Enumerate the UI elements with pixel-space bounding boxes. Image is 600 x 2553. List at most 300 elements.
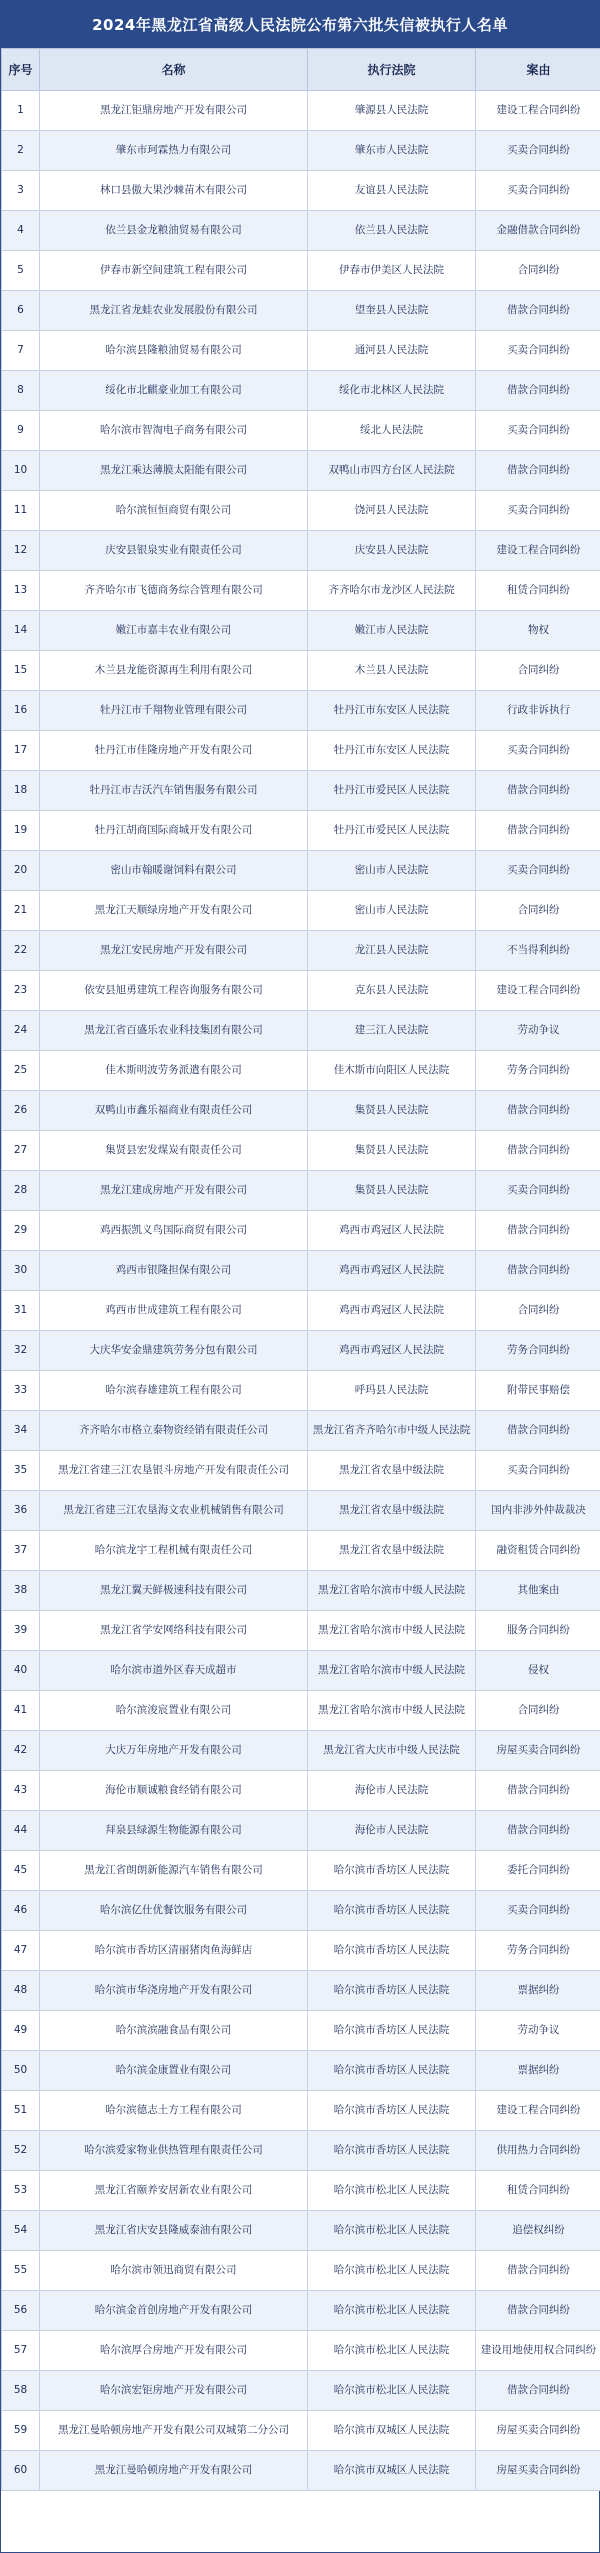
cell-cause: 房屋买卖合同纠纷 bbox=[476, 2411, 600, 2451]
cell-court: 牡丹江市爱民区人民法院 bbox=[308, 811, 476, 851]
cell-no: 42 bbox=[2, 1731, 40, 1771]
cell-no: 58 bbox=[2, 2371, 40, 2411]
table-row bbox=[2, 211, 600, 251]
cell-cause: 建设工程合同纠纷 bbox=[476, 91, 600, 131]
cell-name: 哈尔滨滨融食品有限公司 bbox=[40, 2011, 308, 2051]
cell-cause: 买卖合同纠纷 bbox=[476, 731, 600, 771]
cell-court: 伊春市伊美区人民法院 bbox=[308, 251, 476, 291]
cell-name: 绥化市北麒豪业加工有限公司 bbox=[40, 371, 308, 411]
table-row bbox=[2, 1211, 600, 1251]
cell-name: 依兰县金龙粮油贸易有限公司 bbox=[40, 211, 308, 251]
table-row bbox=[2, 491, 600, 531]
cell-cause: 合同纠纷 bbox=[476, 651, 600, 691]
cell-court: 黑龙江省哈尔滨市中级人民法院 bbox=[308, 1611, 476, 1651]
table-row bbox=[2, 1771, 600, 1811]
cell-name: 哈尔滨市智淘电子商务有限公司 bbox=[40, 411, 308, 451]
table-body bbox=[2, 91, 600, 2491]
table-row bbox=[2, 1331, 600, 1371]
cell-court: 友谊县人民法院 bbox=[308, 171, 476, 211]
table-row bbox=[2, 2011, 600, 2051]
cell-court: 龙江县人民法院 bbox=[308, 931, 476, 971]
table-row bbox=[2, 2171, 600, 2211]
cell-cause: 劳务合同纠纷 bbox=[476, 1051, 600, 1091]
cell-court: 鸡西市鸡冠区人民法院 bbox=[308, 1251, 476, 1291]
table-row bbox=[2, 891, 600, 931]
cell-court: 哈尔滨市香坊区人民法院 bbox=[308, 2011, 476, 2051]
cell-name: 哈尔滨市华浇房地产开发有限公司 bbox=[40, 1971, 308, 2011]
table-row bbox=[2, 811, 600, 851]
cell-name: 哈尔滨德志土方工程有限公司 bbox=[40, 2091, 308, 2131]
cell-name: 哈尔滨市道外区春天成超市 bbox=[40, 1651, 308, 1691]
cell-no: 48 bbox=[2, 1971, 40, 2011]
cell-name: 哈尔滨金康置业有限公司 bbox=[40, 2051, 308, 2091]
table-row bbox=[2, 2331, 600, 2371]
cell-no: 18 bbox=[2, 771, 40, 811]
cell-no: 16 bbox=[2, 691, 40, 731]
cell-name: 哈尔滨厚合房地产开发有限公司 bbox=[40, 2331, 308, 2371]
cell-name: 嫩江市嘉丰农业有限公司 bbox=[40, 611, 308, 651]
cell-cause: 合同纠纷 bbox=[476, 1291, 600, 1331]
cell-name: 拜泉县绿源生物能源有限公司 bbox=[40, 1811, 308, 1851]
cell-name: 黑龙江省朗朗新能源汽车销售有限公司 bbox=[40, 1851, 308, 1891]
cell-cause: 建设工程合同纠纷 bbox=[476, 531, 600, 571]
cell-no: 30 bbox=[2, 1251, 40, 1291]
cell-court: 哈尔滨市香坊区人民法院 bbox=[308, 1851, 476, 1891]
table-row bbox=[2, 371, 600, 411]
cell-cause: 借款合同纠纷 bbox=[476, 1771, 600, 1811]
cell-court: 哈尔滨市双城区人民法院 bbox=[308, 2451, 476, 2491]
cell-cause: 借款合同纠纷 bbox=[476, 1091, 600, 1131]
cell-no: 12 bbox=[2, 531, 40, 571]
cell-cause: 国内非涉外仲裁裁决 bbox=[476, 1491, 600, 1531]
cell-name: 黑龙江翼天鲜极速科技有限公司 bbox=[40, 1571, 308, 1611]
cell-court: 肇东市人民法院 bbox=[308, 131, 476, 171]
cell-name: 黑龙江乘达薄膜太阳能有限公司 bbox=[40, 451, 308, 491]
table-row bbox=[2, 1531, 600, 1571]
header-cause: 案由 bbox=[476, 49, 600, 91]
cell-court: 哈尔滨市香坊区人民法院 bbox=[308, 2051, 476, 2091]
cell-no: 22 bbox=[2, 931, 40, 971]
cell-no: 25 bbox=[2, 1051, 40, 1091]
cell-court: 佳木斯市向阳区人民法院 bbox=[308, 1051, 476, 1091]
table-row bbox=[2, 2131, 600, 2171]
cell-name: 哈尔滨市领迅商贸有限公司 bbox=[40, 2251, 308, 2291]
cell-name: 齐齐哈尔市飞德商务综合管理有限公司 bbox=[40, 571, 308, 611]
cell-cause: 物权 bbox=[476, 611, 600, 651]
table-row bbox=[2, 931, 600, 971]
cell-court: 牡丹江市爱民区人民法院 bbox=[308, 771, 476, 811]
cell-no: 1 bbox=[2, 91, 40, 131]
table-row bbox=[2, 2091, 600, 2131]
cell-no: 2 bbox=[2, 131, 40, 171]
cell-no: 51 bbox=[2, 2091, 40, 2131]
table-row bbox=[2, 1371, 600, 1411]
cell-cause: 其他案由 bbox=[476, 1571, 600, 1611]
cell-cause: 买卖合同纠纷 bbox=[476, 851, 600, 891]
cell-no: 26 bbox=[2, 1091, 40, 1131]
cell-name: 黑龙江省龙蛙农业发展股份有限公司 bbox=[40, 291, 308, 331]
page-title: 2024年黑龙江省高级人民法院公布第六批失信被执行人名单 bbox=[1, 1, 599, 48]
cell-cause: 劳动争议 bbox=[476, 1011, 600, 1051]
cell-cause: 附带民事赔偿 bbox=[476, 1371, 600, 1411]
cell-court: 哈尔滨市香坊区人民法院 bbox=[308, 2131, 476, 2171]
cell-cause: 劳动争议 bbox=[476, 2011, 600, 2051]
table-row bbox=[2, 731, 600, 771]
cell-no: 14 bbox=[2, 611, 40, 651]
table-row bbox=[2, 2371, 600, 2411]
cell-cause: 买卖合同纠纷 bbox=[476, 331, 600, 371]
cell-court: 鸡西市鸡冠区人民法院 bbox=[308, 1331, 476, 1371]
table-row bbox=[2, 291, 600, 331]
table-row bbox=[2, 1811, 600, 1851]
cell-cause: 房屋买卖合同纠纷 bbox=[476, 1731, 600, 1771]
cell-cause: 买卖合同纠纷 bbox=[476, 1891, 600, 1931]
table-row bbox=[2, 691, 600, 731]
cell-court: 集贤县人民法院 bbox=[308, 1131, 476, 1171]
cell-court: 密山市人民法院 bbox=[308, 891, 476, 931]
cell-no: 13 bbox=[2, 571, 40, 611]
cell-court: 克东县人民法院 bbox=[308, 971, 476, 1011]
table-row bbox=[2, 1011, 600, 1051]
cell-court: 哈尔滨市松北区人民法院 bbox=[308, 2171, 476, 2211]
table-row bbox=[2, 1251, 600, 1291]
header-court: 执行法院 bbox=[308, 49, 476, 91]
cell-court: 海伦市人民法院 bbox=[308, 1811, 476, 1851]
table-row bbox=[2, 91, 600, 131]
cell-no: 21 bbox=[2, 891, 40, 931]
cell-no: 33 bbox=[2, 1371, 40, 1411]
cell-court: 黑龙江省哈尔滨市中级人民法院 bbox=[308, 1571, 476, 1611]
cell-name: 佳木斯明波劳务派遣有限公司 bbox=[40, 1051, 308, 1091]
cell-name: 大庆万年房地产开发有限公司 bbox=[40, 1731, 308, 1771]
cell-court: 哈尔滨市香坊区人民法院 bbox=[308, 1891, 476, 1931]
cell-cause: 融资租赁合同纠纷 bbox=[476, 1531, 600, 1571]
cell-court: 牡丹江市东安区人民法院 bbox=[308, 731, 476, 771]
cell-cause: 借款合同纠纷 bbox=[476, 371, 600, 411]
cell-no: 23 bbox=[2, 971, 40, 1011]
table-row bbox=[2, 451, 600, 491]
table-row bbox=[2, 2051, 600, 2091]
cell-name: 齐齐哈尔市格立泰物资经销有限责任公司 bbox=[40, 1411, 308, 1451]
cell-cause: 合同纠纷 bbox=[476, 1691, 600, 1731]
cell-name: 黑龙江钜鼎房地产开发有限公司 bbox=[40, 91, 308, 131]
cell-cause: 租赁合同纠纷 bbox=[476, 2171, 600, 2211]
table-row bbox=[2, 251, 600, 291]
dishonest-executee-table bbox=[1, 48, 600, 2491]
cell-name: 哈尔滨爱家物业供热管理有限责任公司 bbox=[40, 2131, 308, 2171]
cell-name: 黑龙江曼哈顿房地产开发有限公司双城第二分公司 bbox=[40, 2411, 308, 2451]
cell-no: 43 bbox=[2, 1771, 40, 1811]
table-row bbox=[2, 1651, 600, 1691]
cell-cause: 买卖合同纠纷 bbox=[476, 1451, 600, 1491]
header-no: 序号 bbox=[2, 49, 40, 91]
cell-no: 11 bbox=[2, 491, 40, 531]
cell-name: 黑龙江省颐养安居新农业有限公司 bbox=[40, 2171, 308, 2211]
cell-cause: 建设工程合同纠纷 bbox=[476, 971, 600, 1011]
cell-name: 哈尔滨市香坊区清丽猪肉鱼海鲜店 bbox=[40, 1931, 308, 1971]
cell-cause: 票据纠纷 bbox=[476, 1971, 600, 2011]
cell-name: 木兰县龙能资源再生利用有限公司 bbox=[40, 651, 308, 691]
cell-court: 嫩江市人民法院 bbox=[308, 611, 476, 651]
cell-no: 37 bbox=[2, 1531, 40, 1571]
cell-name: 伊春市新空间建筑工程有限公司 bbox=[40, 251, 308, 291]
cell-cause: 借款合同纠纷 bbox=[476, 1251, 600, 1291]
cell-no: 52 bbox=[2, 2131, 40, 2171]
cell-name: 哈尔滨宏钜房地产开发有限公司 bbox=[40, 2371, 308, 2411]
cell-name: 海伦市顺诚粮食经销有限公司 bbox=[40, 1771, 308, 1811]
table-row bbox=[2, 2251, 600, 2291]
table-row bbox=[2, 131, 600, 171]
cell-cause: 不当得利纠纷 bbox=[476, 931, 600, 971]
cell-court: 黑龙江省哈尔滨市中级人民法院 bbox=[308, 1651, 476, 1691]
cell-cause: 借款合同纠纷 bbox=[476, 2291, 600, 2331]
cell-no: 4 bbox=[2, 211, 40, 251]
cell-cause: 借款合同纠纷 bbox=[476, 451, 600, 491]
cell-name: 黑龙江省学安网络科技有限公司 bbox=[40, 1611, 308, 1651]
cell-no: 35 bbox=[2, 1451, 40, 1491]
table-row bbox=[2, 1131, 600, 1171]
cell-court: 通河县人民法院 bbox=[308, 331, 476, 371]
cell-no: 34 bbox=[2, 1411, 40, 1451]
cell-cause: 借款合同纠纷 bbox=[476, 1211, 600, 1251]
cell-no: 19 bbox=[2, 811, 40, 851]
cell-cause: 供用热力合同纠纷 bbox=[476, 2131, 600, 2171]
cell-cause: 借款合同纠纷 bbox=[476, 1411, 600, 1451]
cell-no: 5 bbox=[2, 251, 40, 291]
cell-cause: 借款合同纠纷 bbox=[476, 1131, 600, 1171]
table-row bbox=[2, 1051, 600, 1091]
table-row bbox=[2, 1291, 600, 1331]
cell-no: 50 bbox=[2, 2051, 40, 2091]
cell-name: 哈尔滨金首创房地产开发有限公司 bbox=[40, 2291, 308, 2331]
cell-court: 呼玛县人民法院 bbox=[308, 1371, 476, 1411]
cell-name: 肇东市珂霖热力有限公司 bbox=[40, 131, 308, 171]
cell-name: 鸡西市世成建筑工程有限公司 bbox=[40, 1291, 308, 1331]
cell-cause: 借款合同纠纷 bbox=[476, 1811, 600, 1851]
cell-name: 黑龙江省建三江农垦银斗房地产开发有限责任公司 bbox=[40, 1451, 308, 1491]
cell-court: 依兰县人民法院 bbox=[308, 211, 476, 251]
table-row bbox=[2, 331, 600, 371]
cell-name: 哈尔滨亿仕优餐饮服务有限公司 bbox=[40, 1891, 308, 1931]
cell-no: 39 bbox=[2, 1611, 40, 1651]
cell-cause: 金融借款合同纠纷 bbox=[476, 211, 600, 251]
cell-name: 黑龙江省庆安县隆威泰油有限公司 bbox=[40, 2211, 308, 2251]
cell-no: 57 bbox=[2, 2331, 40, 2371]
cell-name: 哈尔滨恒恒商贸有限公司 bbox=[40, 491, 308, 531]
cell-cause: 票据纠纷 bbox=[476, 2051, 600, 2091]
cell-name: 黑龙江省百盛乐农业科技集团有限公司 bbox=[40, 1011, 308, 1051]
table-row bbox=[2, 611, 600, 651]
cell-no: 9 bbox=[2, 411, 40, 451]
table-row bbox=[2, 1931, 600, 1971]
cell-no: 59 bbox=[2, 2411, 40, 2451]
table-row bbox=[2, 531, 600, 571]
cell-no: 46 bbox=[2, 1891, 40, 1931]
cell-no: 44 bbox=[2, 1811, 40, 1851]
cell-cause: 劳务合同纠纷 bbox=[476, 1931, 600, 1971]
cell-cause: 买卖合同纠纷 bbox=[476, 1171, 600, 1211]
cell-court: 肇源县人民法院 bbox=[308, 91, 476, 131]
cell-court: 鸡西市鸡冠区人民法院 bbox=[308, 1211, 476, 1251]
cell-cause: 行政非诉执行 bbox=[476, 691, 600, 731]
table-row bbox=[2, 1611, 600, 1651]
cell-name: 林口县傲大果沙棘苗木有限公司 bbox=[40, 171, 308, 211]
cell-court: 黑龙江省农垦中级法院 bbox=[308, 1451, 476, 1491]
cell-no: 7 bbox=[2, 331, 40, 371]
cell-court: 哈尔滨市双城区人民法院 bbox=[308, 2411, 476, 2451]
cell-no: 29 bbox=[2, 1211, 40, 1251]
cell-name: 牡丹江市佳隆房地产开发有限公司 bbox=[40, 731, 308, 771]
cell-court: 黑龙江省大庆市中级人民法院 bbox=[308, 1731, 476, 1771]
cell-no: 8 bbox=[2, 371, 40, 411]
cell-cause: 买卖合同纠纷 bbox=[476, 411, 600, 451]
table-row bbox=[2, 2211, 600, 2251]
cell-no: 15 bbox=[2, 651, 40, 691]
cell-court: 哈尔滨市松北区人民法院 bbox=[308, 2371, 476, 2411]
table-row bbox=[2, 1451, 600, 1491]
cell-no: 10 bbox=[2, 451, 40, 491]
cell-court: 黑龙江省农垦中级法院 bbox=[308, 1491, 476, 1531]
cell-court: 集贤县人民法院 bbox=[308, 1171, 476, 1211]
cell-cause: 侵权 bbox=[476, 1651, 600, 1691]
cell-court: 集贤县人民法院 bbox=[308, 1091, 476, 1131]
cell-cause: 买卖合同纠纷 bbox=[476, 131, 600, 171]
cell-court: 哈尔滨市香坊区人民法院 bbox=[308, 1971, 476, 2011]
table-row bbox=[2, 1171, 600, 1211]
cell-no: 47 bbox=[2, 1931, 40, 1971]
table-row bbox=[2, 1411, 600, 1451]
cell-court: 绥化市北林区人民法院 bbox=[308, 371, 476, 411]
table-header bbox=[2, 49, 600, 91]
cell-cause: 借款合同纠纷 bbox=[476, 2371, 600, 2411]
cell-cause: 劳务合同纠纷 bbox=[476, 1331, 600, 1371]
cell-cause: 服务合同纠纷 bbox=[476, 1611, 600, 1651]
table-row bbox=[2, 2411, 600, 2451]
cell-cause: 借款合同纠纷 bbox=[476, 771, 600, 811]
cell-no: 31 bbox=[2, 1291, 40, 1331]
cell-court: 哈尔滨市香坊区人民法院 bbox=[308, 2091, 476, 2131]
cell-court: 绥北人民法院 bbox=[308, 411, 476, 451]
cell-no: 27 bbox=[2, 1131, 40, 1171]
table-row bbox=[2, 2291, 600, 2331]
cell-cause: 租赁合同纠纷 bbox=[476, 571, 600, 611]
cell-no: 53 bbox=[2, 2171, 40, 2211]
cell-court: 哈尔滨市松北区人民法院 bbox=[308, 2211, 476, 2251]
cell-no: 55 bbox=[2, 2251, 40, 2291]
cell-court: 黑龙江省齐齐哈尔市中级人民法院 bbox=[308, 1411, 476, 1451]
cell-court: 饶河县人民法院 bbox=[308, 491, 476, 531]
cell-name: 牡丹江市吉沃汽车销售服务有限公司 bbox=[40, 771, 308, 811]
cell-name: 大庆华安金鼎建筑劳务分包有限公司 bbox=[40, 1331, 308, 1371]
cell-no: 54 bbox=[2, 2211, 40, 2251]
cell-cause: 借款合同纠纷 bbox=[476, 811, 600, 851]
cell-cause: 借款合同纠纷 bbox=[476, 2251, 600, 2291]
cell-name: 牡丹江市千翔物业管理有限公司 bbox=[40, 691, 308, 731]
cell-cause: 建设用地使用权合同纠纷 bbox=[476, 2331, 600, 2371]
cell-name: 哈尔滨龙宇工程机械有限责任公司 bbox=[40, 1531, 308, 1571]
cell-no: 24 bbox=[2, 1011, 40, 1051]
cell-name: 庆安县银泉实业有限责任公司 bbox=[40, 531, 308, 571]
table-row bbox=[2, 971, 600, 1011]
cell-court: 牡丹江市东安区人民法院 bbox=[308, 691, 476, 731]
cell-no: 40 bbox=[2, 1651, 40, 1691]
cell-name: 哈尔滨县隆粮油贸易有限公司 bbox=[40, 331, 308, 371]
cell-court: 哈尔滨市松北区人民法院 bbox=[308, 2331, 476, 2371]
cell-no: 49 bbox=[2, 2011, 40, 2051]
cell-cause: 房屋买卖合同纠纷 bbox=[476, 2451, 600, 2491]
cell-name: 黑龙江安民房地产开发有限公司 bbox=[40, 931, 308, 971]
cell-no: 20 bbox=[2, 851, 40, 891]
cell-no: 32 bbox=[2, 1331, 40, 1371]
cell-no: 28 bbox=[2, 1171, 40, 1211]
cell-no: 36 bbox=[2, 1491, 40, 1531]
cell-court: 黑龙江省哈尔滨市中级人民法院 bbox=[308, 1691, 476, 1731]
cell-court: 木兰县人民法院 bbox=[308, 651, 476, 691]
cell-name: 黑龙江曼哈顿房地产开发有限公司 bbox=[40, 2451, 308, 2491]
cell-court: 哈尔滨市松北区人民法院 bbox=[308, 2251, 476, 2291]
table-row bbox=[2, 1731, 600, 1771]
cell-court: 鸡西市鸡冠区人民法院 bbox=[308, 1291, 476, 1331]
cell-no: 6 bbox=[2, 291, 40, 331]
cell-court: 望奎县人民法院 bbox=[308, 291, 476, 331]
cell-no: 3 bbox=[2, 171, 40, 211]
header-name: 名称 bbox=[40, 49, 308, 91]
cell-name: 集贤县宏发煤炭有限责任公司 bbox=[40, 1131, 308, 1171]
cell-court: 黑龙江省农垦中级法院 bbox=[308, 1531, 476, 1571]
table-row bbox=[2, 851, 600, 891]
table-row bbox=[2, 411, 600, 451]
cell-name: 鸡西振凯义鸟国际商贸有限公司 bbox=[40, 1211, 308, 1251]
table-row bbox=[2, 1091, 600, 1131]
cell-court: 密山市人民法院 bbox=[308, 851, 476, 891]
cell-name: 依安县旭勇建筑工程咨询服务有限公司 bbox=[40, 971, 308, 1011]
table-row bbox=[2, 1971, 600, 2011]
table-row bbox=[2, 2451, 600, 2491]
cell-cause: 合同纠纷 bbox=[476, 891, 600, 931]
table-row bbox=[2, 1691, 600, 1731]
cell-name: 牡丹江胡商国际商城开发有限公司 bbox=[40, 811, 308, 851]
cell-court: 建三江人民法院 bbox=[308, 1011, 476, 1051]
cell-court: 齐齐哈尔市龙沙区人民法院 bbox=[308, 571, 476, 611]
cell-name: 黑龙江省建三江农垦海文农业机械销售有限公司 bbox=[40, 1491, 308, 1531]
cell-court: 哈尔滨市松北区人民法院 bbox=[308, 2291, 476, 2331]
cell-name: 哈尔滨浚宸置业有限公司 bbox=[40, 1691, 308, 1731]
cell-court: 海伦市人民法院 bbox=[308, 1771, 476, 1811]
cell-no: 17 bbox=[2, 731, 40, 771]
cell-name: 双鸭山市鑫乐福商业有限责任公司 bbox=[40, 1091, 308, 1131]
cell-cause: 委托合同纠纷 bbox=[476, 1851, 600, 1891]
table-row bbox=[2, 571, 600, 611]
table-row bbox=[2, 1571, 600, 1611]
cell-name: 密山市翰暖谢饲料有限公司 bbox=[40, 851, 308, 891]
cell-no: 60 bbox=[2, 2451, 40, 2491]
cell-no: 38 bbox=[2, 1571, 40, 1611]
table-row bbox=[2, 1851, 600, 1891]
cell-name: 哈尔滨春雄建筑工程有限公司 bbox=[40, 1371, 308, 1411]
cell-cause: 买卖合同纠纷 bbox=[476, 171, 600, 211]
table-row bbox=[2, 771, 600, 811]
cell-cause: 合同纠纷 bbox=[476, 251, 600, 291]
cell-court: 庆安县人民法院 bbox=[308, 531, 476, 571]
cell-cause: 买卖合同纠纷 bbox=[476, 491, 600, 531]
table-row bbox=[2, 171, 600, 211]
cell-cause: 借款合同纠纷 bbox=[476, 291, 600, 331]
cell-name: 黑龙江天顺绿房地产开发有限公司 bbox=[40, 891, 308, 931]
cell-court: 双鸭山市四方台区人民法院 bbox=[308, 451, 476, 491]
cell-cause: 追偿权纠纷 bbox=[476, 2211, 600, 2251]
cell-cause: 建设工程合同纠纷 bbox=[476, 2091, 600, 2131]
table-row bbox=[2, 1491, 600, 1531]
